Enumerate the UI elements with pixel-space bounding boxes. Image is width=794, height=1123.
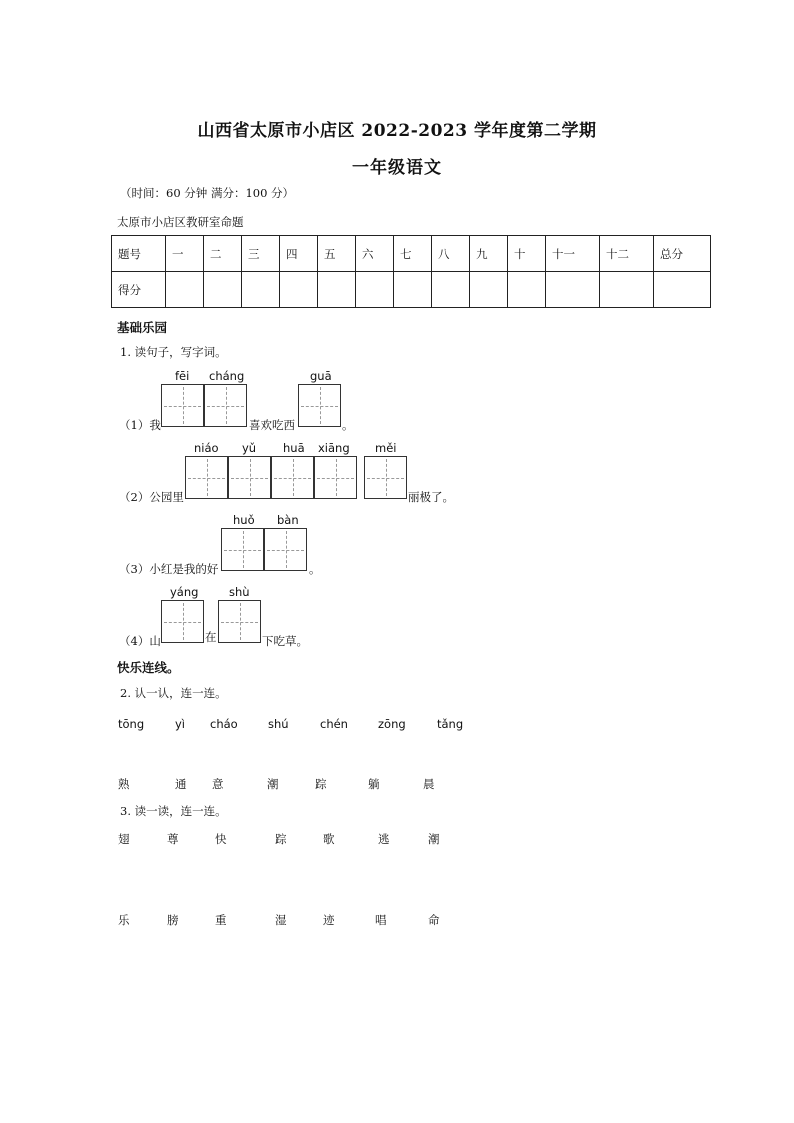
table-header-cell: 五	[318, 236, 356, 272]
exam-author: 太原市小店区教研室命题	[117, 215, 244, 229]
match-char-top[interactable]: 歌	[323, 832, 335, 846]
score-cell[interactable]	[204, 272, 242, 308]
score-cell[interactable]	[318, 272, 356, 308]
score-table	[111, 235, 711, 308]
table-header-cell: 七	[394, 236, 432, 272]
score-table-row	[112, 272, 711, 308]
sentence-text: 下吃草。	[262, 634, 308, 648]
match-char[interactable]: 躺	[368, 777, 380, 791]
table-header-cell: 九	[470, 236, 508, 272]
section-title-matching: 快乐连线。	[117, 660, 180, 675]
score-cell[interactable]	[166, 272, 204, 308]
question-1-prompt: 1. 读句子，写字词。	[120, 345, 227, 359]
writing-box[interactable]	[314, 456, 357, 499]
score-cell[interactable]	[242, 272, 280, 308]
score-cell[interactable]	[654, 272, 711, 308]
match-char[interactable]: 意	[212, 777, 224, 791]
sentence-text: （4）山	[119, 634, 161, 648]
exam-info: （时间：60 分钟 满分：100 分）	[120, 186, 295, 200]
pinyin-label: fēi	[175, 369, 190, 383]
writing-box[interactable]	[264, 528, 307, 571]
score-cell[interactable]	[394, 272, 432, 308]
match-char-top[interactable]: 潮	[428, 832, 440, 846]
score-cell[interactable]	[600, 272, 654, 308]
pinyin-label: huǒ	[233, 513, 255, 527]
match-pinyin[interactable]: shú	[268, 717, 289, 731]
pinyin-label: xiāng	[318, 441, 350, 455]
table-header-cell: 题号	[112, 236, 166, 272]
score-table-header-row	[112, 236, 711, 272]
writing-box[interactable]	[161, 384, 204, 427]
table-row-label: 得分	[112, 272, 166, 308]
table-header-cell: 一	[166, 236, 204, 272]
table-header-cell: 六	[356, 236, 394, 272]
sentence-text: 。	[309, 562, 321, 576]
pinyin-label: měi	[375, 441, 397, 455]
score-cell[interactable]	[546, 272, 600, 308]
writing-box[interactable]	[218, 600, 261, 643]
match-char-bottom[interactable]: 命	[428, 913, 440, 927]
table-header-cell: 四	[280, 236, 318, 272]
table-header-cell: 八	[432, 236, 470, 272]
writing-box[interactable]	[271, 456, 314, 499]
score-cell[interactable]	[356, 272, 394, 308]
match-pinyin[interactable]: zōng	[378, 717, 406, 731]
table-header-cell: 二	[204, 236, 242, 272]
sentence-text: （1）我	[119, 418, 161, 432]
pinyin-label: niáo	[194, 441, 219, 455]
match-char-top[interactable]: 逃	[378, 832, 390, 846]
writing-box[interactable]	[185, 456, 228, 499]
match-char-top[interactable]: 快	[215, 832, 227, 846]
pinyin-label: cháng	[209, 369, 245, 383]
sentence-text: 喜欢吃西	[249, 418, 295, 432]
match-char[interactable]: 晨	[423, 777, 435, 791]
match-char-top[interactable]: 尊	[167, 832, 179, 846]
writing-box[interactable]	[228, 456, 271, 499]
writing-box[interactable]	[298, 384, 341, 427]
page-subtitle: 一年级语文	[352, 158, 442, 178]
pinyin-label: yǔ	[242, 441, 257, 455]
match-char[interactable]: 潮	[267, 777, 279, 791]
sentence-text: 。	[342, 418, 354, 432]
writing-box[interactable]	[161, 600, 204, 643]
table-header-cell: 十二	[600, 236, 654, 272]
score-cell[interactable]	[432, 272, 470, 308]
match-char-bottom[interactable]: 迹	[323, 913, 335, 927]
pinyin-label: huā	[283, 441, 305, 455]
match-char-top[interactable]: 翅	[118, 832, 130, 846]
match-char-bottom[interactable]: 湿	[275, 913, 287, 927]
writing-box[interactable]	[204, 384, 247, 427]
pinyin-label: shù	[229, 585, 250, 599]
writing-box[interactable]	[364, 456, 407, 499]
match-pinyin[interactable]: tǎng	[437, 717, 464, 731]
match-pinyin[interactable]: chén	[320, 717, 348, 731]
pinyin-label: bàn	[277, 513, 299, 527]
pinyin-label: guā	[310, 369, 332, 383]
sentence-text: 丽极了。	[408, 490, 454, 504]
sentence-text: （2）公园里	[119, 490, 184, 504]
section-title-basics: 基础乐园	[117, 320, 168, 335]
table-header-cell: 十	[508, 236, 546, 272]
match-pinyin[interactable]: cháo	[210, 717, 238, 731]
table-header-cell: 十一	[546, 236, 600, 272]
match-char[interactable]: 踪	[315, 777, 327, 791]
question-3-prompt: 3. 读一读，连一连。	[120, 804, 227, 818]
table-header-cell: 三	[242, 236, 280, 272]
score-cell[interactable]	[470, 272, 508, 308]
pinyin-label: yáng	[170, 585, 199, 599]
match-char-bottom[interactable]: 膀	[167, 913, 179, 927]
match-pinyin[interactable]: tōng	[118, 717, 145, 731]
score-cell[interactable]	[508, 272, 546, 308]
match-char[interactable]: 通	[175, 777, 187, 791]
question-2-prompt: 2. 认一认，连一连。	[120, 686, 227, 700]
page-title: 山西省太原市小店区 2022-2023 学年度第二学期	[197, 121, 597, 141]
writing-box[interactable]	[221, 528, 264, 571]
sentence-text: 在	[205, 630, 217, 644]
match-char[interactable]: 熟	[118, 777, 130, 791]
match-pinyin[interactable]: yì	[175, 717, 186, 731]
sentence-text: （3）小红是我的好	[119, 562, 219, 576]
match-char-bottom[interactable]: 唱	[375, 913, 387, 927]
table-header-cell: 总分	[654, 236, 711, 272]
score-cell[interactable]	[280, 272, 318, 308]
match-char-bottom[interactable]: 重	[215, 913, 227, 927]
match-char-top[interactable]: 踪	[275, 832, 287, 846]
match-char-bottom[interactable]: 乐	[118, 913, 130, 927]
